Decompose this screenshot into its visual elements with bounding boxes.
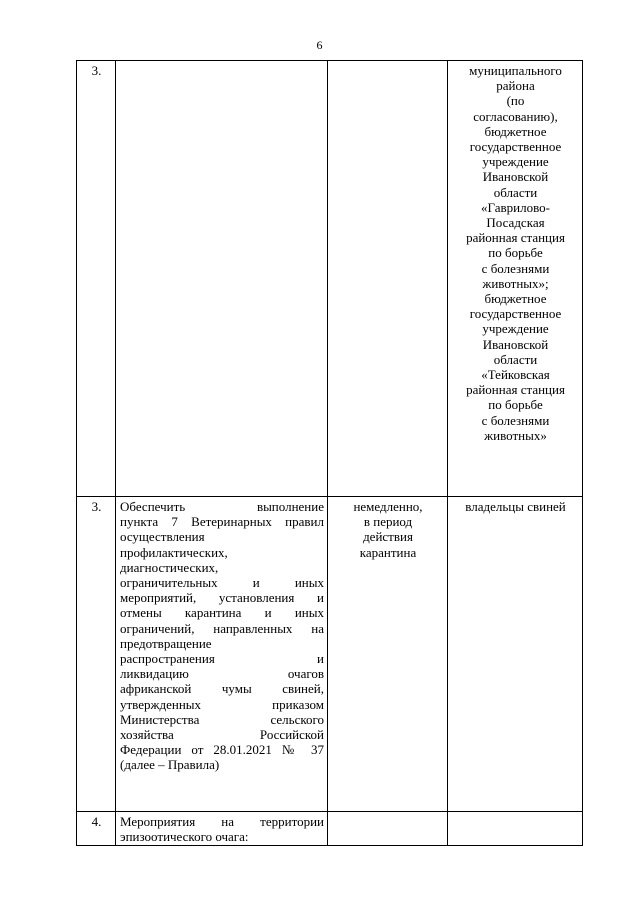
responsible-line: районная станция — [466, 230, 565, 246]
description-line: утвержденных приказом — [120, 696, 324, 712]
responsible-line: Посадская — [486, 215, 545, 231]
description-line: отмены карантина и иных — [120, 605, 324, 621]
description-line: предотвращение — [120, 635, 212, 651]
responsible-line: животных»; — [482, 275, 549, 291]
description-line: осуществления — [120, 529, 205, 545]
table-row — [77, 812, 583, 846]
responsible-line: районная станция — [466, 382, 565, 398]
responsible-line: учреждение — [482, 154, 549, 170]
description-line: Министерства сельского — [120, 711, 324, 727]
deadline-line: немедленно, — [353, 499, 423, 514]
description-line: эпизоотического очага: — [120, 829, 249, 845]
responsible-cell — [448, 812, 583, 846]
responsible-line: по борьбе — [488, 397, 543, 413]
table-row — [77, 61, 583, 497]
description-cell — [116, 497, 328, 812]
row-number: 3. — [77, 61, 116, 497]
description-line: Обеспечить выполнение — [120, 499, 324, 514]
responsible-cell — [448, 497, 583, 812]
responsible-line: района — [496, 78, 535, 94]
responsible-line: муниципального — [469, 63, 562, 78]
description-line: распространения и — [120, 651, 324, 667]
responsible-line: по борьбе — [488, 245, 543, 261]
description-line: мероприятий, установления и — [120, 590, 324, 606]
responsible-cell — [448, 61, 583, 497]
page-number: 6 — [316, 38, 323, 52]
responsible-line: «Тейковская — [481, 367, 550, 383]
description-cell — [116, 812, 328, 846]
description-line: хозяйства Российской — [120, 727, 324, 743]
responsible-line: области — [493, 184, 538, 200]
responsible-line: бюджетное — [484, 291, 547, 307]
deadline-line: действия — [363, 529, 413, 545]
responsible-line: области — [493, 351, 538, 367]
description-line: (далее – Правила) — [120, 757, 220, 773]
responsible-line: согласованию), — [473, 108, 558, 124]
description-cell — [116, 61, 328, 497]
description-line: профилактических, — [120, 544, 228, 560]
description-line: ограничительных и иных — [120, 575, 324, 591]
table-row — [77, 497, 583, 812]
responsible-line: (по — [506, 93, 525, 109]
responsible-line: Ивановской — [482, 169, 549, 185]
description-line: африканской чумы свиней, — [120, 681, 324, 697]
description-line: ликвидацию очагов — [120, 666, 324, 682]
responsible-line: бюджетное — [484, 123, 547, 139]
measures-table — [76, 60, 583, 846]
deadline-cell — [328, 61, 448, 497]
description-line: ограничений, направленных на — [120, 620, 324, 636]
responsible-line: Ивановской — [482, 336, 549, 352]
row-number: 4. — [77, 812, 116, 846]
deadline-line: карантина — [359, 544, 417, 560]
responsible-line: государственное — [469, 139, 562, 155]
responsible-line: «Гаврилово- — [481, 199, 550, 215]
description-line: пункта 7 Ветеринарных правил — [120, 514, 324, 530]
responsible-line: государственное — [469, 306, 562, 322]
row-number: 3. — [77, 497, 116, 812]
responsible-line: учреждение — [482, 321, 549, 337]
description-line: Федерации от 28.01.2021 № 37 — [120, 742, 324, 758]
responsible-line: с болезнями — [481, 412, 550, 428]
description-line: Мероприятия на территории — [120, 814, 324, 829]
responsible-line: с болезнями — [481, 260, 550, 276]
description-line: диагностических, — [120, 559, 219, 575]
deadline-cell — [328, 812, 448, 846]
responsible-line: владельцы свиней — [465, 499, 566, 514]
responsible-line: животных» — [484, 427, 547, 443]
deadline-cell — [328, 497, 448, 812]
deadline-line: в период — [363, 514, 413, 530]
